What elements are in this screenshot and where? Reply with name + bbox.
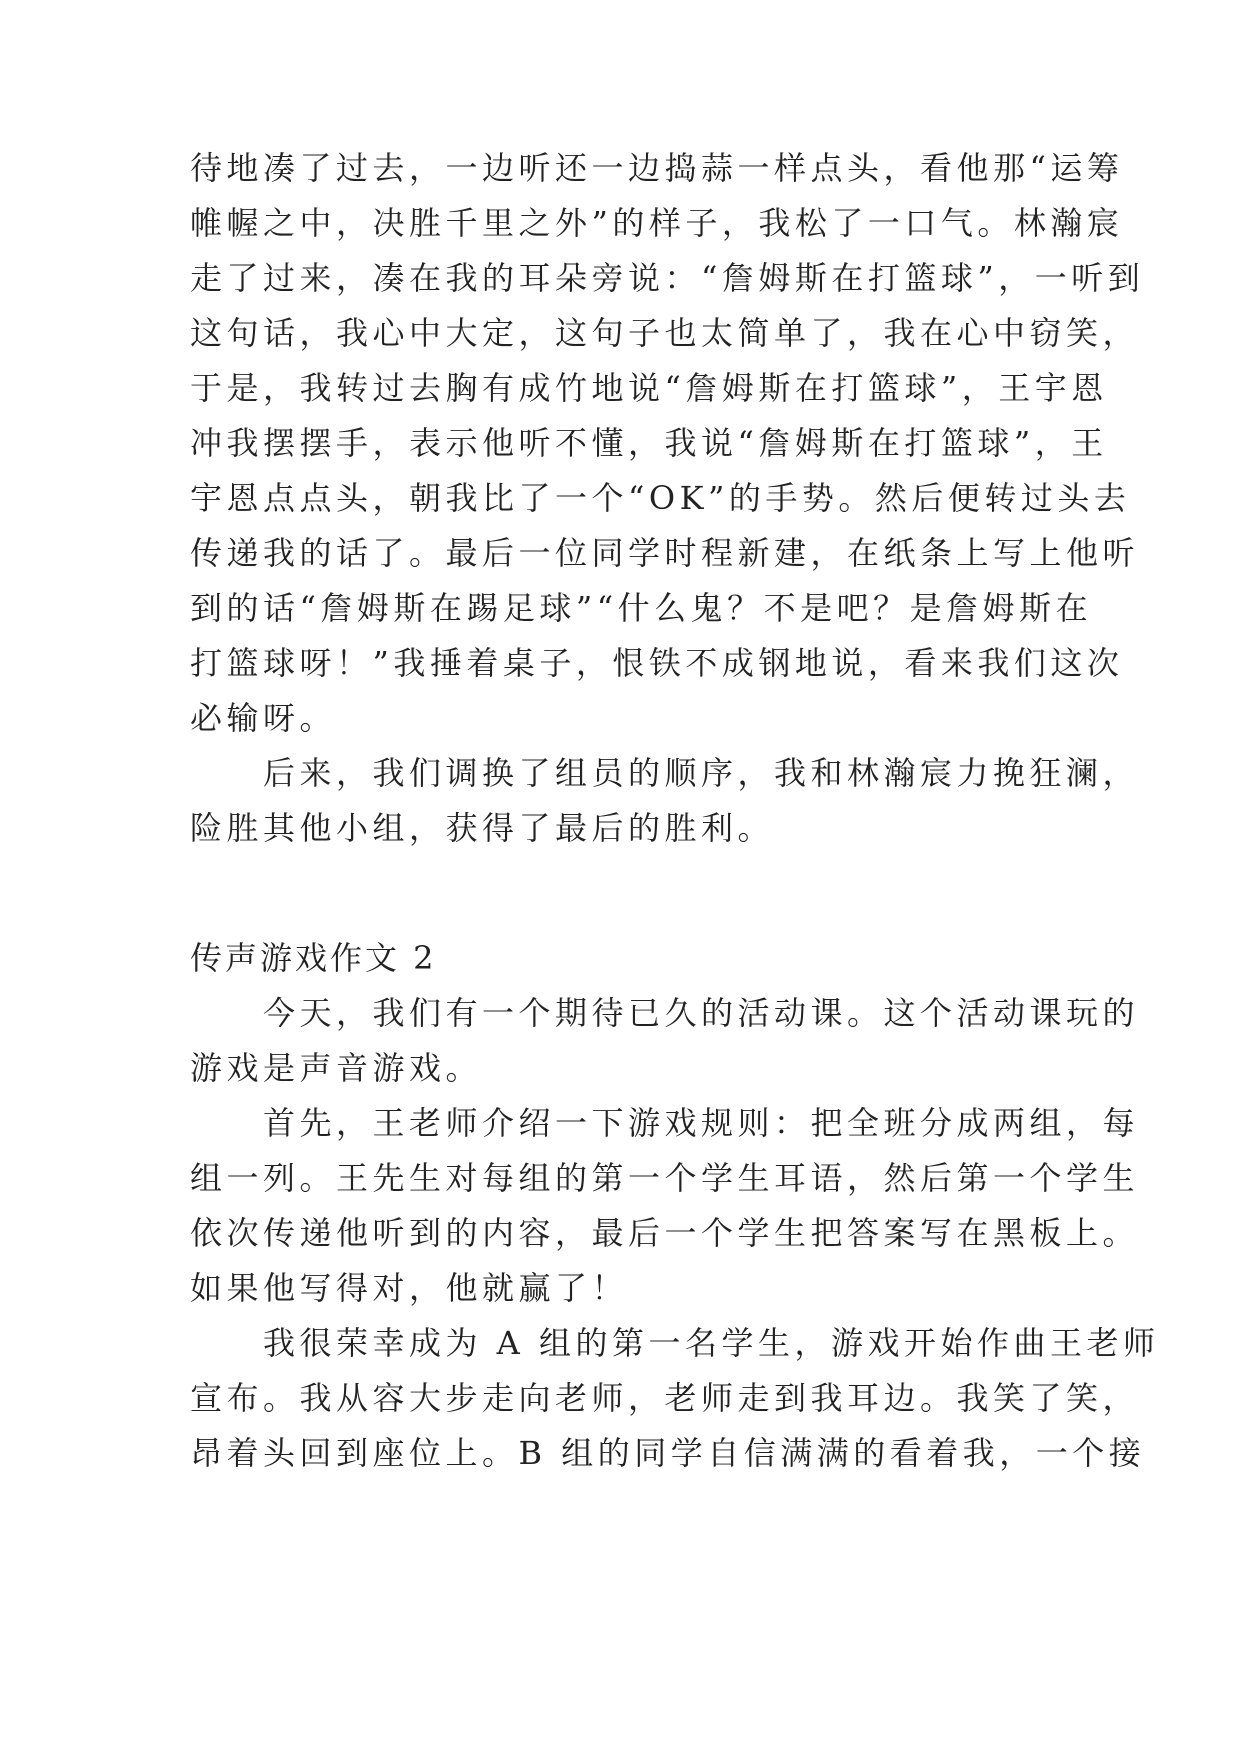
text-line: 我很荣幸成为 A 组的第一名学生，游戏开始作曲王老师 bbox=[190, 1324, 1160, 1362]
text-line: 走了过来，凑在我的耳朵旁说：“詹姆斯在打篮球”，一听到 bbox=[190, 259, 1145, 297]
text-line: 险胜其他小组，获得了最后的胜利。 bbox=[190, 809, 775, 847]
text-line: 后来，我们调换了组员的顺序，我和林瀚宸力挽狂澜， bbox=[190, 754, 1140, 792]
text-line: 宇恩点点头，朝我比了一个“OK”的手势。然后便转过头去 bbox=[190, 479, 1131, 517]
text-line: 如果他写得对，他就赢了！ bbox=[190, 1269, 629, 1307]
text-line: 到的话“詹姆斯在踢足球”“什么鬼？不是吧？是詹姆斯在 bbox=[190, 589, 1093, 627]
text-line: 必输呀。 bbox=[190, 699, 337, 737]
text-line: 于是，我转过去胸有成竹地说“詹姆斯在打篮球”，王宇恩 bbox=[190, 369, 1108, 407]
text-line: 打篮球呀！”我捶着桌子，恨铁不成钢地说，看来我们这次 bbox=[190, 644, 1124, 682]
text-line: 这句话，我心中大定，这句子也太简单了，我在心中窃笑， bbox=[190, 314, 1140, 352]
text-line: 依次传递他听到的内容，最后一个学生把答案写在黑板上。 bbox=[190, 1214, 1140, 1252]
text-line: 组一列。王先生对每组的第一个学生耳语，然后第一个学生 bbox=[190, 1159, 1140, 1197]
section-heading: 传声游戏作文 2 bbox=[190, 939, 437, 977]
text-line: 宣布。我从容大步走向老师，老师走到我耳边。我笑了笑， bbox=[190, 1379, 1140, 1417]
text-line: 今天，我们有一个期待已久的活动课。这个活动课玩的 bbox=[190, 994, 1140, 1032]
text-line: 待地凑了过去，一边听还一边捣蒜一样点头，看他那“运筹 bbox=[190, 149, 1124, 187]
text-line: 昂着头回到座位上。B 组的同学自信满满的看着我，一个接 bbox=[190, 1434, 1146, 1472]
text-line: 游戏是声音游戏。 bbox=[190, 1049, 483, 1087]
text-line: 冲我摆摆手，表示他听不懂，我说“詹姆斯在打篮球”，王 bbox=[190, 424, 1108, 462]
text-line: 帷幄之中，决胜千里之外”的样子，我松了一口气。林瀚宸 bbox=[190, 204, 1124, 242]
text-line: 传递我的话了。最后一位同学时程新建，在纸条上写上他听 bbox=[190, 534, 1140, 572]
text-line: 首先，王老师介绍一下游戏规则：把全班分成两组，每 bbox=[190, 1104, 1140, 1142]
